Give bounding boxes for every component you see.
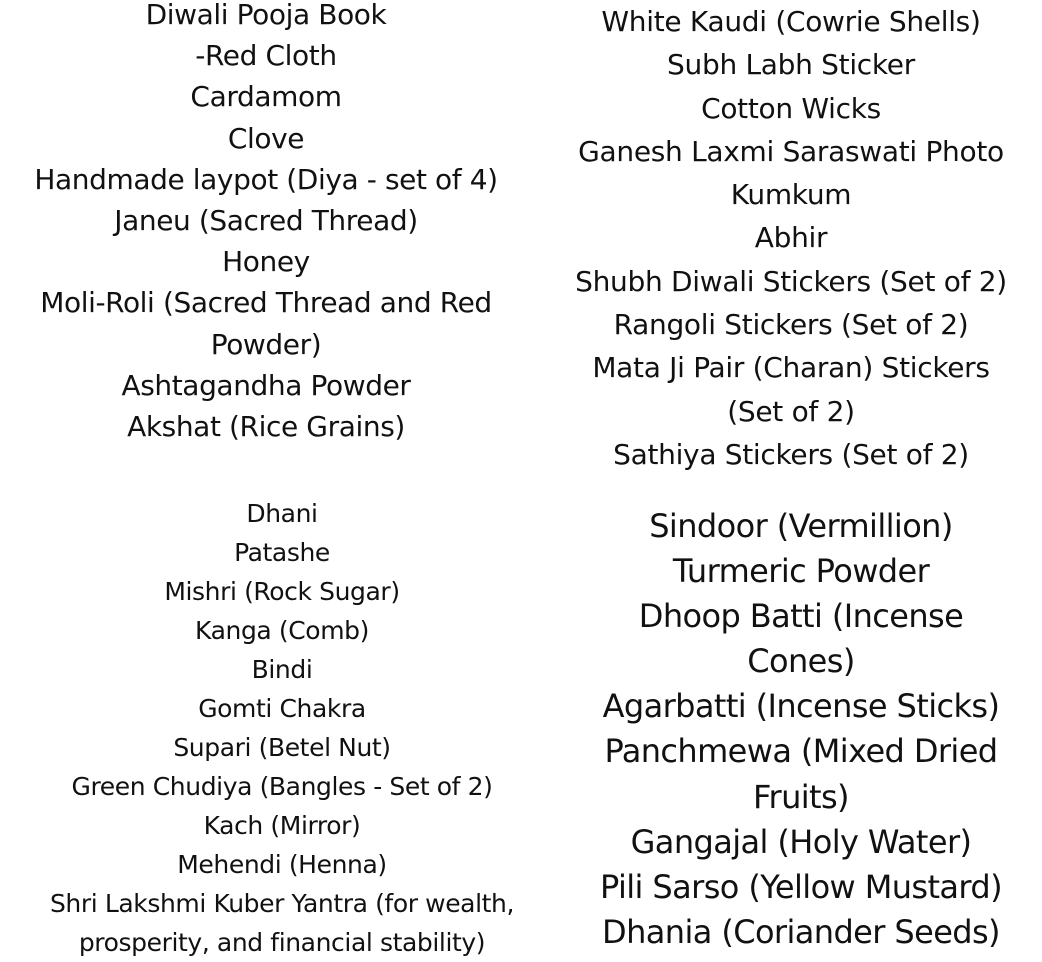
list-item: Honey — [222, 245, 310, 279]
list-item: -Red Cloth — [195, 39, 337, 73]
list-item: Shubh Diwali Stickers (Set of 2) — [575, 264, 1007, 298]
list-item: Kanga (Comb) — [195, 616, 369, 645]
list-item: Dhoop Batti (Incense — [638, 597, 964, 636]
list-item: (Set of 2) — [727, 394, 855, 428]
list-item: Turmeric Powder — [672, 552, 930, 591]
list-item: Mata Ji Pair (Charan) Stickers — [592, 351, 990, 385]
list-item: Abhir — [754, 221, 828, 255]
list-item: Diwali Pooja Book — [145, 0, 387, 31]
list-item: Cardamom — [190, 80, 342, 114]
list-item: Supari (Betel Nut) — [173, 733, 391, 762]
list-item: Dhania (Coriander Seeds) — [602, 912, 1000, 951]
list-bottom-left — [0, 494, 564, 962]
list-item: Ashtagandha Powder — [121, 368, 411, 402]
list-item: Handmade laypot (Diya - set of 4) — [34, 162, 498, 196]
list-item: Ganesh Laxmi Saraswati Photo — [578, 134, 1004, 168]
list-item: Rangoli Stickers (Set of 2) — [613, 308, 969, 342]
list-item: Pili Sarso (Yellow Mustard) — [599, 867, 1003, 906]
list-item: Sathiya Stickers (Set of 2) — [613, 437, 969, 471]
list-item: Dhani — [246, 499, 318, 528]
list-item: Panchmewa (Mixed Dried — [604, 732, 998, 771]
list-item: Fruits) — [753, 777, 849, 816]
list-item: Clove — [227, 121, 305, 155]
list-item: Mishri (Rock Sugar) — [164, 577, 400, 606]
list-item: Green Chudiya (Bangles - Set of 2) — [71, 772, 493, 801]
list-item: Gomti Chakra — [198, 694, 366, 723]
list-top-right — [540, 0, 1042, 476]
list-item: White Kaudi (Cowrie Shells) — [601, 5, 981, 38]
list-item: Kumkum — [730, 178, 852, 212]
list-top-left — [0, 0, 532, 447]
list-item: Agarbatti (Incense Sticks) — [602, 687, 1000, 726]
list-item: Akshat (Rice Grains) — [127, 410, 405, 444]
list-item: Shri Lakshmi Kuber Yantra (for wealth, — [49, 889, 515, 918]
list-item: Cotton Wicks — [701, 91, 881, 125]
list-item: Bindi — [251, 655, 313, 684]
list-item: Mehendi (Henna) — [177, 850, 387, 879]
list-item: Powder) — [210, 327, 322, 361]
list-item: Kach (Mirror) — [203, 811, 361, 840]
list-bottom-right — [566, 504, 1036, 955]
list-item: Cones) — [747, 642, 855, 681]
list-item: Janeu (Sacred Thread) — [114, 204, 418, 238]
list-item: Gangajal (Holy Water) — [630, 822, 972, 861]
list-item: Sindoor (Vermillion) — [649, 507, 953, 545]
list-item: Patashe — [234, 538, 330, 567]
list-item: prosperity, and financial stability) — [78, 928, 486, 957]
list-item: Subh Labh Sticker — [667, 48, 915, 82]
list-item: Moli-Roli (Sacred Thread and Red — [40, 286, 492, 320]
